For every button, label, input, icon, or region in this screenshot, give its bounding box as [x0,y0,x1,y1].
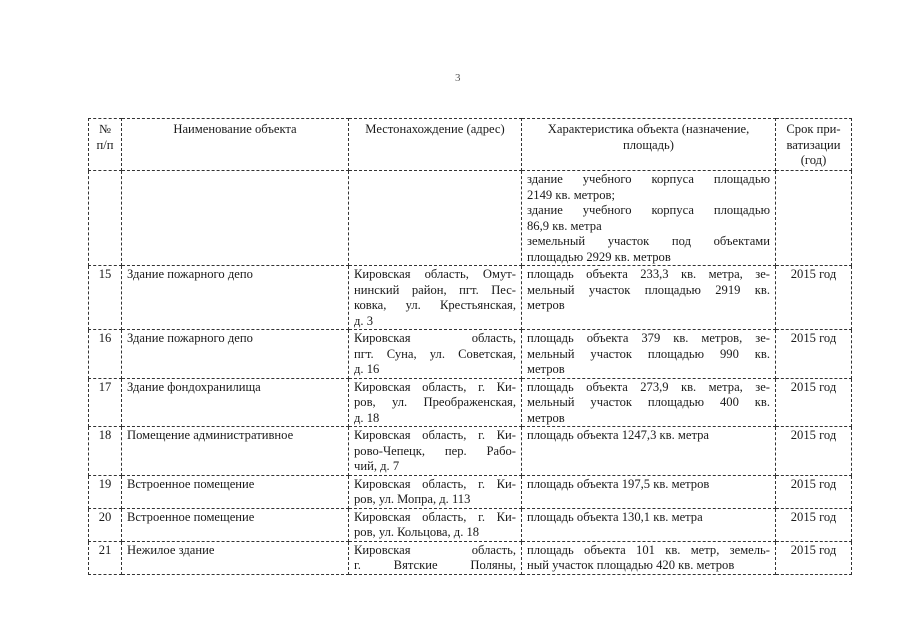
privatization-objects-table [88,118,852,575]
cell-name: Нежилое здание [122,541,349,574]
cell-address: Кировская область, г. Ки- рово-Чепецк, пер. Рабо- чий, д. 7 [349,427,522,476]
cell-num: 20 [89,508,122,541]
cell-name: Помещение административное [122,427,349,476]
table-row [89,427,852,476]
cell-num: 19 [89,475,122,508]
cell-name: Встроенное помещение [122,508,349,541]
cell-characteristic: площадь объекта 233,3 кв. метра, зе- мельный участок площадью 2919 кв. метров [522,266,776,330]
cell-characteristic: площадь объекта 1247,3 кв. метра [522,427,776,476]
header-name: Наименование объекта [122,119,349,171]
cell-address: Кировская область, г. Ки- ров, ул. Мопра, д. 113 [349,475,522,508]
cell-term: 2015 год [776,508,852,541]
cell-num: 15 [89,266,122,330]
table-row [89,508,852,541]
header-address: Местонахождение (адрес) [349,119,522,171]
table-row [89,378,852,427]
table-row-continuation [89,171,852,266]
cell-address [349,171,522,266]
cell-num [89,171,122,266]
cell-characteristic: здание учебного корпуса площадью 2149 кв. метров; здание учебного корпуса площадью 86,9 кв. метра земельный участок под объектами площадью 2929 кв. метров [522,171,776,266]
cell-term: 2015 год [776,330,852,379]
cell-name: Здание пожарного депо [122,266,349,330]
cell-name [122,171,349,266]
cell-term: 2015 год [776,266,852,330]
header-characteristic: Характеристика объекта (назначение, площадь) [522,119,776,171]
cell-characteristic: площадь объекта 197,5 кв. метров [522,475,776,508]
cell-name: Здание пожарного депо [122,330,349,379]
cell-characteristic: площадь объекта 379 кв. метров, зе- мельный участок площадью 990 кв. метров [522,330,776,379]
cell-num: 17 [89,378,122,427]
table-row [89,541,852,574]
cell-address: Кировская область, г. Вятские Поляны, [349,541,522,574]
table-row [89,475,852,508]
cell-num: 16 [89,330,122,379]
cell-num: 21 [89,541,122,574]
cell-term: 2015 год [776,378,852,427]
cell-term [776,171,852,266]
cell-characteristic: площадь объекта 101 кв. метр, земель- ный участок площадью 420 кв. метров [522,541,776,574]
cell-num: 18 [89,427,122,476]
header-num: № п/п [89,119,122,171]
table-row [89,266,852,330]
cell-term: 2015 год [776,427,852,476]
header-term: Срок при- ватизации (год) [776,119,852,171]
cell-characteristic: площадь объекта 130,1 кв. метра [522,508,776,541]
cell-address: Кировская область, пгт. Суна, ул. Советская, д. 16 [349,330,522,379]
cell-address: Кировская область, г. Ки- ров, ул. Кольцова, д. 18 [349,508,522,541]
cell-name: Встроенное помещение [122,475,349,508]
page-number: 3 [455,72,461,84]
cell-term: 2015 год [776,541,852,574]
cell-term: 2015 год [776,475,852,508]
table-header-row [89,119,852,171]
cell-name: Здание фондохранилища [122,378,349,427]
cell-address: Кировская область, Омут- нинский район, пгт. Пес- ковка, ул. Крестьянская, д. 3 [349,266,522,330]
cell-address: Кировская область, г. Ки- ров, ул. Преображенская, д. 18 [349,378,522,427]
cell-characteristic: площадь объекта 273,9 кв. метра, зе- мельный участок площадью 400 кв. метров [522,378,776,427]
table-row [89,330,852,379]
